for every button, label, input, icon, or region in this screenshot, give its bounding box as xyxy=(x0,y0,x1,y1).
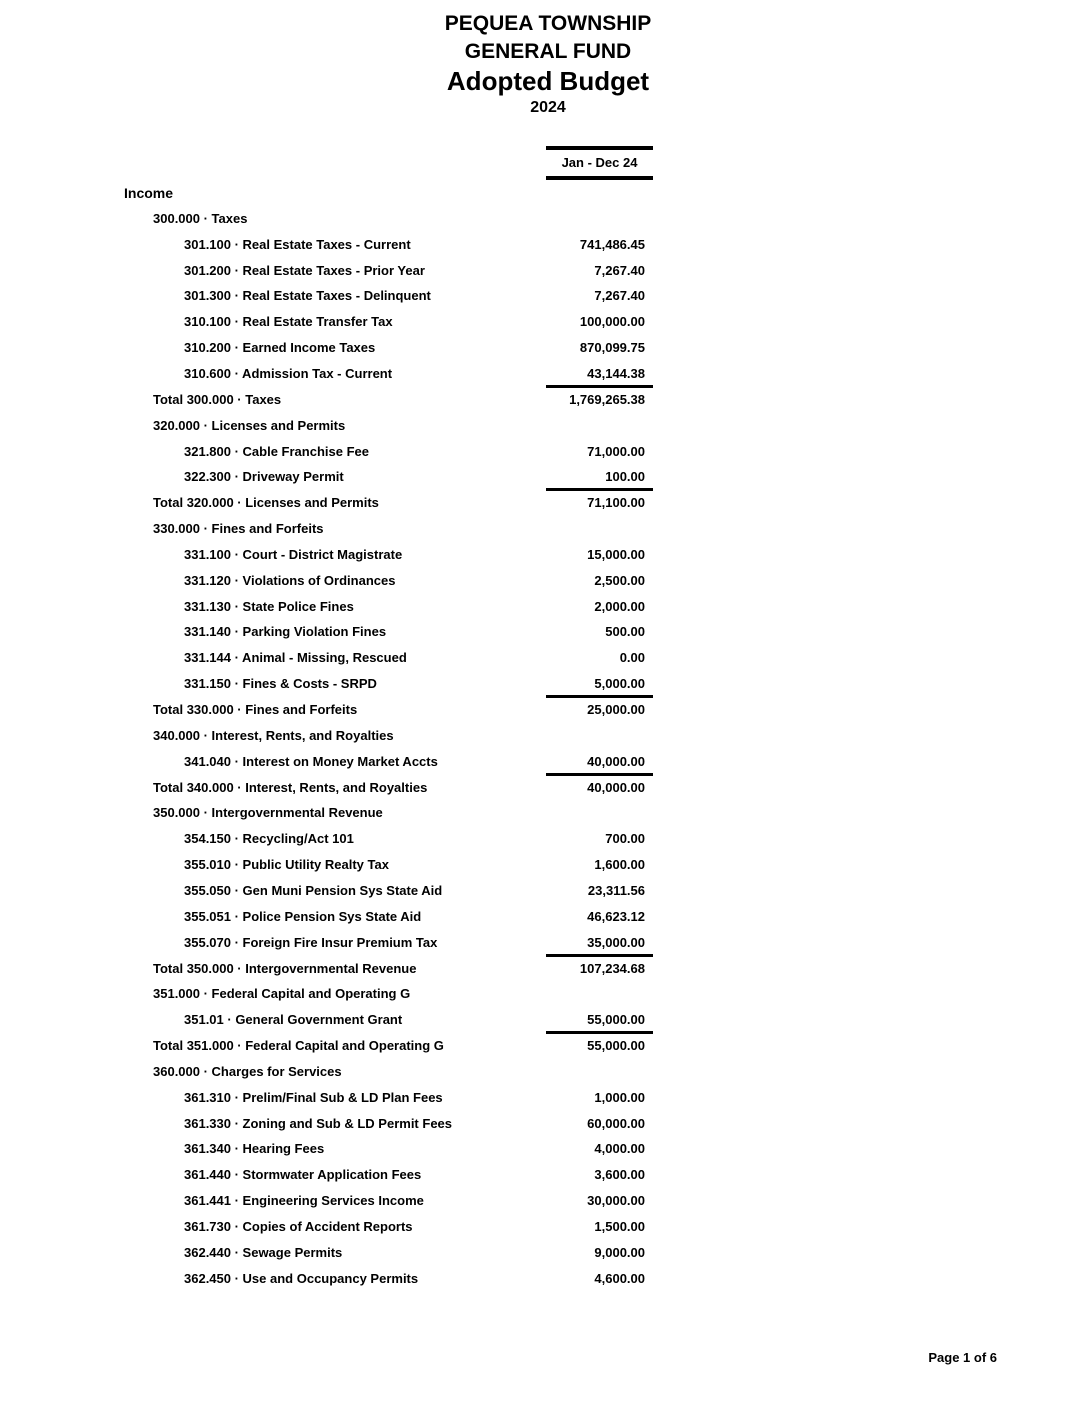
row-amount: 700.00 xyxy=(605,831,645,846)
row-amount: 100.00 xyxy=(605,469,645,484)
row-label: Income xyxy=(124,185,174,201)
account-row xyxy=(0,1008,1088,1034)
total-row xyxy=(0,388,1088,414)
row-amount: 100,000.00 xyxy=(579,314,645,329)
row-amount: 741,486.45 xyxy=(579,237,645,252)
report-year: 2024 xyxy=(530,99,566,116)
row-label: 361.730 · Copies of Accident Reports xyxy=(184,1219,413,1234)
row-amount: 7,267.40 xyxy=(594,263,645,278)
row-label: 310.600 · Admission Tax - Current xyxy=(184,366,393,381)
row-label: 355.010 · Public Utility Realty Tax xyxy=(184,857,389,872)
row-label: 301.100 · Real Estate Taxes - Current xyxy=(184,237,411,252)
row-label: Total 300.000 · Taxes xyxy=(153,392,282,407)
row-label: 310.200 · Earned Income Taxes xyxy=(184,340,376,355)
account-row xyxy=(0,1215,1088,1241)
account-row xyxy=(0,543,1088,569)
account-row xyxy=(0,595,1088,621)
account-row xyxy=(0,569,1088,595)
row-amount: 43,144.38 xyxy=(587,366,645,381)
column-header-period: Jan - Dec 24 xyxy=(546,146,653,180)
section-heading-row xyxy=(0,414,1088,440)
section-heading-row xyxy=(0,517,1088,543)
account-row xyxy=(0,310,1088,336)
row-label: 300.000 · Taxes xyxy=(153,211,248,226)
row-amount: 23,311.56 xyxy=(587,883,645,898)
row-label: 331.100 · Court - District Magistrate xyxy=(184,547,403,562)
total-row xyxy=(0,1034,1088,1060)
row-amount: 55,000.00 xyxy=(587,1038,645,1053)
row-label: 322.300 · Driveway Permit xyxy=(184,469,344,484)
account-row xyxy=(0,620,1088,646)
account-row xyxy=(0,646,1088,672)
row-amount: 30,000.00 xyxy=(587,1193,645,1208)
row-label: 361.441 · Engineering Services Income xyxy=(184,1193,424,1208)
row-amount: 2,500.00 xyxy=(594,573,645,588)
account-row xyxy=(0,853,1088,879)
account-row xyxy=(0,465,1088,491)
row-label: 362.440 · Sewage Permits xyxy=(184,1245,343,1260)
account-row xyxy=(0,1267,1088,1293)
account-row xyxy=(0,1241,1088,1267)
account-row xyxy=(0,362,1088,388)
report-fund-title: GENERAL FUND xyxy=(464,40,632,63)
row-amount: 46,623.12 xyxy=(587,909,645,924)
account-row xyxy=(0,1086,1088,1112)
row-amount: 4,600.00 xyxy=(594,1271,645,1286)
row-amount: 60,000.00 xyxy=(587,1116,645,1131)
row-amount: 1,600.00 xyxy=(594,857,645,872)
row-label: Total 350.000 · Intergovernmental Revenue xyxy=(153,961,417,976)
section-heading-row xyxy=(0,207,1088,233)
section-heading-row xyxy=(0,982,1088,1008)
account-row xyxy=(0,672,1088,698)
row-amount: 4,000.00 xyxy=(594,1141,645,1156)
row-label: 320.000 · Licenses and Permits xyxy=(153,418,346,433)
row-label: 361.310 · Prelim/Final Sub & LD Plan Fees xyxy=(184,1090,443,1105)
row-amount: 9,000.00 xyxy=(594,1245,645,1260)
row-amount: 55,000.00 xyxy=(587,1012,645,1027)
row-amount: 870,099.75 xyxy=(579,340,645,355)
account-row xyxy=(0,750,1088,776)
row-amount: 71,100.00 xyxy=(587,495,645,510)
row-amount: 25,000.00 xyxy=(587,702,645,717)
account-row xyxy=(0,931,1088,957)
row-amount: 40,000.00 xyxy=(587,754,645,769)
row-label: Total 320.000 · Licenses and Permits xyxy=(153,495,379,510)
row-amount: 2,000.00 xyxy=(594,599,645,614)
account-row xyxy=(0,284,1088,310)
row-label: 331.150 · Fines & Costs - SRPD xyxy=(184,676,377,691)
row-label: 354.150 · Recycling/Act 101 xyxy=(184,831,354,846)
row-label: 330.000 · Fines and Forfeits xyxy=(153,521,324,536)
row-amount: 500.00 xyxy=(605,624,645,639)
account-row xyxy=(0,827,1088,853)
row-label: 351.01 · General Government Grant xyxy=(184,1012,403,1027)
row-label: 331.120 · Violations of Ordinances xyxy=(184,573,396,588)
row-label: 355.051 · Police Pension Sys State Aid xyxy=(184,909,422,924)
row-label: 331.140 · Parking Violation Fines xyxy=(184,624,387,639)
section-heading-row xyxy=(0,181,1088,207)
total-row xyxy=(0,491,1088,517)
row-amount: 1,000.00 xyxy=(594,1090,645,1105)
row-label: Total 340.000 · Interest, Rents, and Royalties xyxy=(153,780,428,795)
page-number: Page 1 of 6 xyxy=(928,1350,997,1365)
row-label: 310.100 · Real Estate Transfer Tax xyxy=(184,314,393,329)
row-label: 341.040 · Interest on Money Market Accts xyxy=(184,754,438,769)
row-label: 350.000 · Intergovernmental Revenue xyxy=(153,805,383,820)
account-row xyxy=(0,905,1088,931)
row-label: 362.450 · Use and Occupancy Permits xyxy=(184,1271,419,1286)
section-heading-row xyxy=(0,724,1088,750)
row-label: 301.200 · Real Estate Taxes - Prior Year xyxy=(184,263,425,278)
row-amount: 71,000.00 xyxy=(587,444,645,459)
row-amount: 7,267.40 xyxy=(594,288,645,303)
row-amount: 3,600.00 xyxy=(594,1167,645,1182)
account-row xyxy=(0,1163,1088,1189)
account-row xyxy=(0,336,1088,362)
total-row xyxy=(0,698,1088,724)
row-label: 331.144 · Animal - Missing, Rescued xyxy=(184,650,407,665)
section-heading-row xyxy=(0,1060,1088,1086)
total-row xyxy=(0,776,1088,802)
row-amount: 5,000.00 xyxy=(594,676,645,691)
account-row xyxy=(0,1189,1088,1215)
account-row xyxy=(0,1112,1088,1138)
row-amount: 40,000.00 xyxy=(587,780,645,795)
row-label: 331.130 · State Police Fines xyxy=(184,599,354,614)
row-amount: 1,500.00 xyxy=(594,1219,645,1234)
row-label: 340.000 · Interest, Rents, and Royalties xyxy=(153,728,394,743)
row-label: 355.050 · Gen Muni Pension Sys State Aid xyxy=(184,883,443,898)
row-label: 361.440 · Stormwater Application Fees xyxy=(184,1167,422,1182)
row-label: 361.330 · Zoning and Sub & LD Permit Fees xyxy=(184,1116,453,1131)
report-company-title: PEQUEA TOWNSHIP xyxy=(444,12,652,35)
row-label: 301.300 · Real Estate Taxes - Delinquent xyxy=(184,288,431,303)
row-label: 351.000 · Federal Capital and Operating G xyxy=(153,986,411,1001)
row-amount: 107,234.68 xyxy=(579,961,645,976)
row-label: Total 330.000 · Fines and Forfeits xyxy=(153,702,358,717)
account-row xyxy=(0,879,1088,905)
account-row xyxy=(0,1137,1088,1163)
account-row xyxy=(0,440,1088,466)
row-amount: 0.00 xyxy=(619,650,645,665)
row-label: 355.070 · Foreign Fire Insur Premium Tax xyxy=(184,935,438,950)
row-label: Total 351.000 · Federal Capital and Operating G xyxy=(153,1038,444,1053)
account-row xyxy=(0,233,1088,259)
row-amount: 35,000.00 xyxy=(587,935,645,950)
row-amount: 1,769,265.38 xyxy=(569,392,645,407)
row-amount: 15,000.00 xyxy=(587,547,645,562)
total-row xyxy=(0,957,1088,983)
row-label: 361.340 · Hearing Fees xyxy=(184,1141,325,1156)
account-row xyxy=(0,259,1088,285)
report-title: Adopted Budget xyxy=(446,66,650,96)
row-label: 321.800 · Cable Franchise Fee xyxy=(184,444,369,459)
row-label: 360.000 · Charges for Services xyxy=(153,1064,342,1079)
section-heading-row xyxy=(0,801,1088,827)
